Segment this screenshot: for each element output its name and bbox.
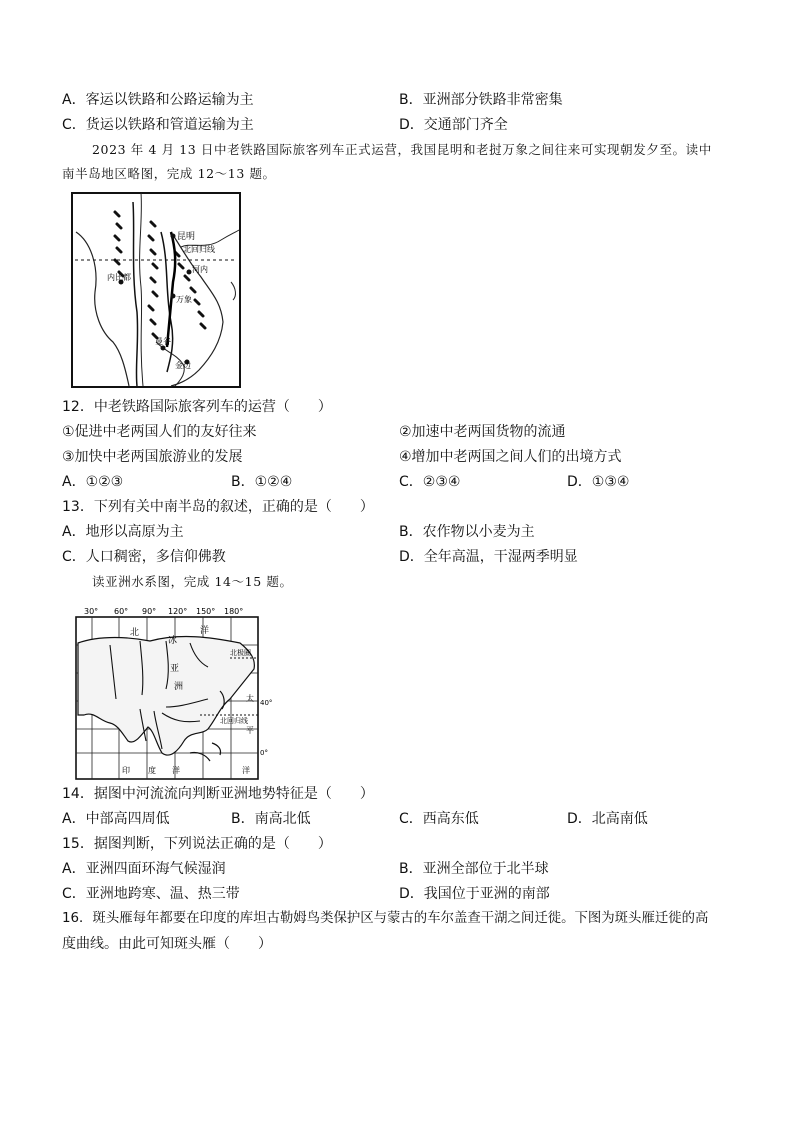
- label-bei: 北: [130, 628, 140, 638]
- label-arctic-circle: 北极圈: [230, 649, 251, 657]
- q12-stem: 12．中老铁路国际旅客列车的运营（ ）: [62, 399, 332, 415]
- q14-stem: 14．据图中河流流向判断亚洲地势特征是（ ）: [62, 786, 374, 802]
- q12-statement-2: ②加速中老两国货物的流通: [399, 424, 566, 440]
- q14-option-a: A．中部高四周低: [62, 811, 170, 827]
- q14-option-b: B．南高北低: [231, 811, 311, 827]
- lat-label-40: 40°: [260, 699, 273, 707]
- asia-river-map: [70, 603, 280, 783]
- q11-option-c: C．货运以铁路和管道运输为主: [62, 117, 254, 133]
- q12-option-d: D．①③④: [567, 474, 630, 490]
- label-bing: 冰: [168, 636, 178, 646]
- label-ping: 平: [246, 726, 254, 735]
- q12-option-b: B．①②④: [231, 474, 293, 490]
- q15-stem: 15．据图判断，下列说法正确的是（ ）: [62, 836, 332, 852]
- q16-stem-line1: 16．斑头雁每年都要在印度的库坦古勒姆鸟类保护区与蒙古的车尔盖查干湖之间迁徙。下图为斑头雁迁徙的高: [62, 911, 709, 926]
- q12-option-a: A．①②③: [62, 474, 124, 490]
- intro-14-15: 读亚洲水系图，完成 14～15 题。: [92, 574, 293, 589]
- label-zhou: 洲: [174, 682, 184, 692]
- lon-label-60: 60°: [114, 607, 129, 616]
- lat-label-0: 0°: [260, 749, 268, 757]
- lon-label-180: 180°: [224, 607, 244, 616]
- label-du: 度: [148, 766, 156, 775]
- q11-option-b: B．亚洲部分铁路非常密集: [399, 92, 563, 108]
- q13-option-a: A．地形以高原为主: [62, 524, 184, 540]
- label-yang-2: 洋: [172, 766, 180, 775]
- q14-option-c: C．西高东低: [399, 811, 479, 827]
- label-tai: 太: [246, 694, 254, 703]
- q13-stem: 13．下列有关中南半岛的叙述，正确的是（ ）: [62, 499, 374, 515]
- intro-12-13-line1: 2023 年 4 月 13 日中老铁路国际旅客列车正式运营，我国昆明和老挝万象之间往来可实现朝发夕至。读中: [92, 142, 712, 157]
- intro-12-13-line2: 南半岛地区略图，完成 12～13 题。: [62, 166, 276, 181]
- q15-option-a: A．亚洲四面环海气候湿润: [62, 861, 226, 877]
- q12-statement-4: ④增加中老两国之间人们的出境方式: [399, 449, 622, 465]
- label-tropic-2: 北回归线: [220, 717, 248, 725]
- q13-option-b: B．农作物以小麦为主: [399, 524, 535, 540]
- lon-label-150: 150°: [196, 607, 216, 616]
- label-yang-1: 洋: [200, 626, 210, 636]
- label-tropic-1: 北回归线: [183, 245, 215, 254]
- label-yang-3: 洋: [242, 766, 250, 775]
- q11-option-a: A．客运以铁路和公路运输为主: [62, 92, 254, 108]
- indochina-map: [71, 192, 241, 388]
- lon-label-30: 30°: [84, 607, 99, 616]
- lon-label-120: 120°: [168, 607, 188, 616]
- label-hanoi: 河内: [192, 265, 208, 274]
- label-phnompenh: 金边: [175, 361, 191, 370]
- q14-option-d: D．北高南低: [567, 811, 648, 827]
- q15-option-b: B．亚洲全部位于北半球: [399, 861, 549, 877]
- label-yin: 印: [122, 766, 130, 775]
- label-naypyidaw: 内比都: [107, 273, 131, 282]
- lon-label-90: 90°: [142, 607, 157, 616]
- label-ya: 亚: [170, 664, 180, 674]
- q12-statement-1: ①促进中老两国人们的友好往来: [62, 424, 257, 440]
- q12-option-c: C．②③④: [399, 474, 461, 490]
- q13-option-d: D．全年高温，干湿两季明显: [399, 549, 578, 565]
- q11-option-d: D．交通部门齐全: [399, 117, 508, 133]
- q12-statement-3: ③加快中老两国旅游业的发展: [62, 449, 243, 465]
- q15-option-c: C．亚洲地跨寒、温、热三带: [62, 886, 240, 902]
- label-kunming: 昆明: [177, 232, 196, 242]
- label-vientiane: 万象: [176, 295, 192, 304]
- q13-option-c: C．人口稠密，多信仰佛教: [62, 549, 226, 565]
- q15-option-d: D．我国位于亚洲的南部: [399, 886, 550, 902]
- q16-stem-line2: 度曲线。由此可知斑头雁（ ）: [62, 936, 272, 952]
- label-bangkok: 曼谷: [155, 337, 171, 346]
